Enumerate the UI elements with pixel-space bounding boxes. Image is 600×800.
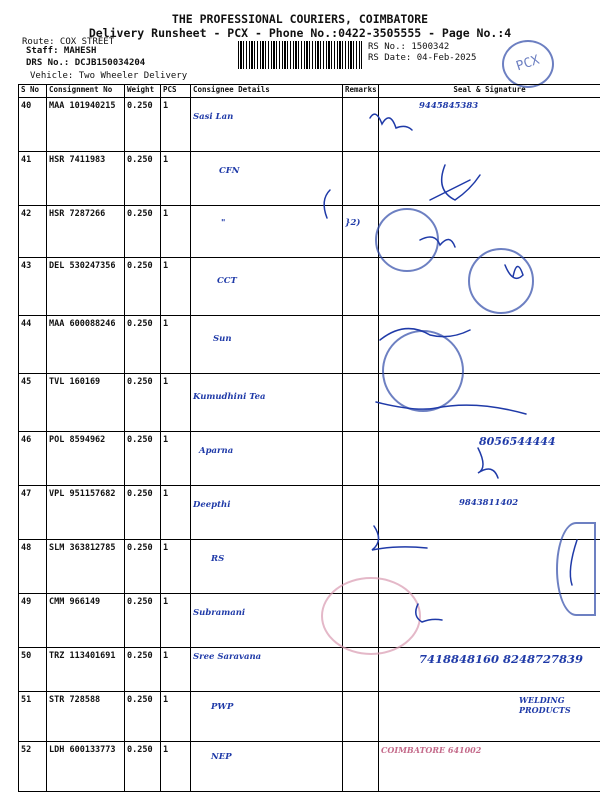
sno-cell: 43	[19, 258, 47, 316]
signature-mark	[372, 526, 427, 550]
weight-cell: 0.250	[125, 152, 161, 206]
sno-cell: 50	[19, 648, 47, 692]
col-pcs: PCS	[161, 85, 191, 98]
seal-cell: 9843811402	[379, 486, 600, 540]
pcs-cell: 1	[161, 206, 191, 258]
consignment-cell: DEL 530247356	[47, 258, 125, 316]
rs-date: RS Date: 04-Feb-2025	[368, 53, 477, 63]
consignment-cell: MAA 600088246	[47, 316, 125, 374]
seal-cell: 8056544444	[379, 432, 600, 486]
weight-cell: 0.250	[125, 432, 161, 486]
sno-cell: 48	[19, 540, 47, 594]
pcs-cell: 1	[161, 98, 191, 152]
pcs-cell: 1	[161, 648, 191, 692]
sno-cell: 46	[19, 432, 47, 486]
signature-mark	[478, 448, 498, 478]
sno-cell: 52	[19, 742, 47, 792]
weight-cell: 0.250	[125, 648, 161, 692]
rs-number: RS No.: 1500342	[368, 42, 450, 52]
sno-cell: 51	[19, 692, 47, 742]
weight-cell: 0.250	[125, 692, 161, 742]
pcs-cell: 1	[161, 258, 191, 316]
consignment-cell: TVL 160169	[47, 374, 125, 432]
col-seal: Seal & Signature	[379, 85, 600, 98]
pcs-cell: 1	[161, 486, 191, 540]
consignment-cell: POL 8594962	[47, 432, 125, 486]
pcs-cell: 1	[161, 152, 191, 206]
drs-number: DRS No.: DCJB150034204	[26, 58, 146, 68]
weight-cell: 0.250	[125, 486, 161, 540]
pcs-cell: 1	[161, 374, 191, 432]
col-sno: S No	[19, 85, 47, 98]
seal-cell: 9445845383	[379, 98, 600, 152]
signature-mark	[376, 402, 526, 414]
company-title: THE PROFESSIONAL COURIERS, COIMBATORE	[171, 12, 429, 26]
consignment-cell: HSR 7411983	[47, 152, 125, 206]
consignee-cell: "	[191, 206, 343, 258]
consignment-cell: LDH 600133773	[47, 742, 125, 792]
signature-mark	[324, 190, 330, 218]
consignment-cell: MAA 101940215	[47, 98, 125, 152]
weight-cell: 0.250	[125, 98, 161, 152]
consignee-cell: CFN	[191, 152, 343, 206]
consignment-cell: VPL 951157682	[47, 486, 125, 540]
pcs-cell: 1	[161, 540, 191, 594]
seal-cell: COIMBATORE 641002	[379, 742, 600, 792]
sno-cell: 40	[19, 98, 47, 152]
signature-mark	[570, 540, 577, 585]
consignment-cell: TRZ 113401691	[47, 648, 125, 692]
col-consignee: Consignee Details	[191, 85, 343, 98]
staff-label: Staff: MAHESH	[26, 46, 97, 56]
weight-cell: 0.250	[125, 374, 161, 432]
pcs-cell: 1	[161, 316, 191, 374]
col-consignment: Consignment No	[47, 85, 125, 98]
sno-cell: 49	[19, 594, 47, 648]
consignee-cell: PWP	[191, 692, 343, 742]
pcs-cell: 1	[161, 742, 191, 792]
weight-cell: 0.250	[125, 316, 161, 374]
signature-mark	[420, 237, 455, 247]
sno-cell: 47	[19, 486, 47, 540]
sno-cell: 44	[19, 316, 47, 374]
consignee-cell: Kumudhini Tea	[191, 374, 343, 432]
signature-mark	[380, 329, 470, 340]
consignee-cell: Sasi Lan	[191, 98, 343, 152]
consignment-cell: HSR 7287266	[47, 206, 125, 258]
seal-cell: WELDING PRODUCTS	[379, 692, 600, 742]
consignee-cell: CCT	[191, 258, 343, 316]
sno-cell: 42	[19, 206, 47, 258]
pcx-stamp-text: PCX	[514, 52, 542, 75]
consignee-cell: Sun	[191, 316, 343, 374]
consignment-cell: SLM 363812785	[47, 540, 125, 594]
consignment-cell: STR 728588	[47, 692, 125, 742]
consignee-cell: Subramani	[191, 594, 343, 648]
signature-mark	[370, 114, 412, 130]
signature-mark	[430, 165, 480, 200]
consignee-cell: Deepthi	[191, 486, 343, 540]
runsheet-subtitle: Delivery Runsheet - PCX - Phone No.:0422-3505555 - Page No.:4	[88, 26, 512, 40]
consignment-cell: CMM 966149	[47, 594, 125, 648]
col-remarks: Remarks	[343, 85, 379, 98]
signature-mark	[505, 265, 523, 278]
weight-cell: 0.250	[125, 594, 161, 648]
pcs-cell: 1	[161, 432, 191, 486]
seal-cell: 7418848160 8248727839	[379, 648, 600, 692]
consignee-cell: RS	[191, 540, 343, 594]
vehicle-label: Vehicle: Two Wheeler Delivery	[30, 71, 188, 81]
pcs-cell: 1	[161, 594, 191, 648]
consignee-cell: Sree Saravana	[191, 648, 343, 692]
col-weight: Weight	[125, 85, 161, 98]
weight-cell: 0.250	[125, 258, 161, 316]
weight-cell: 0.250	[125, 540, 161, 594]
signature-mark	[416, 604, 442, 622]
weight-cell: 0.250	[125, 742, 161, 792]
sno-cell: 45	[19, 374, 47, 432]
remarks-cell: }2)	[343, 206, 379, 258]
weight-cell: 0.250	[125, 206, 161, 258]
consignee-cell: NEP	[191, 742, 343, 792]
sno-cell: 41	[19, 152, 47, 206]
route-label: Route: COX STREET	[22, 37, 115, 47]
consignee-cell: Aparna	[191, 432, 343, 486]
pcs-cell: 1	[161, 692, 191, 742]
